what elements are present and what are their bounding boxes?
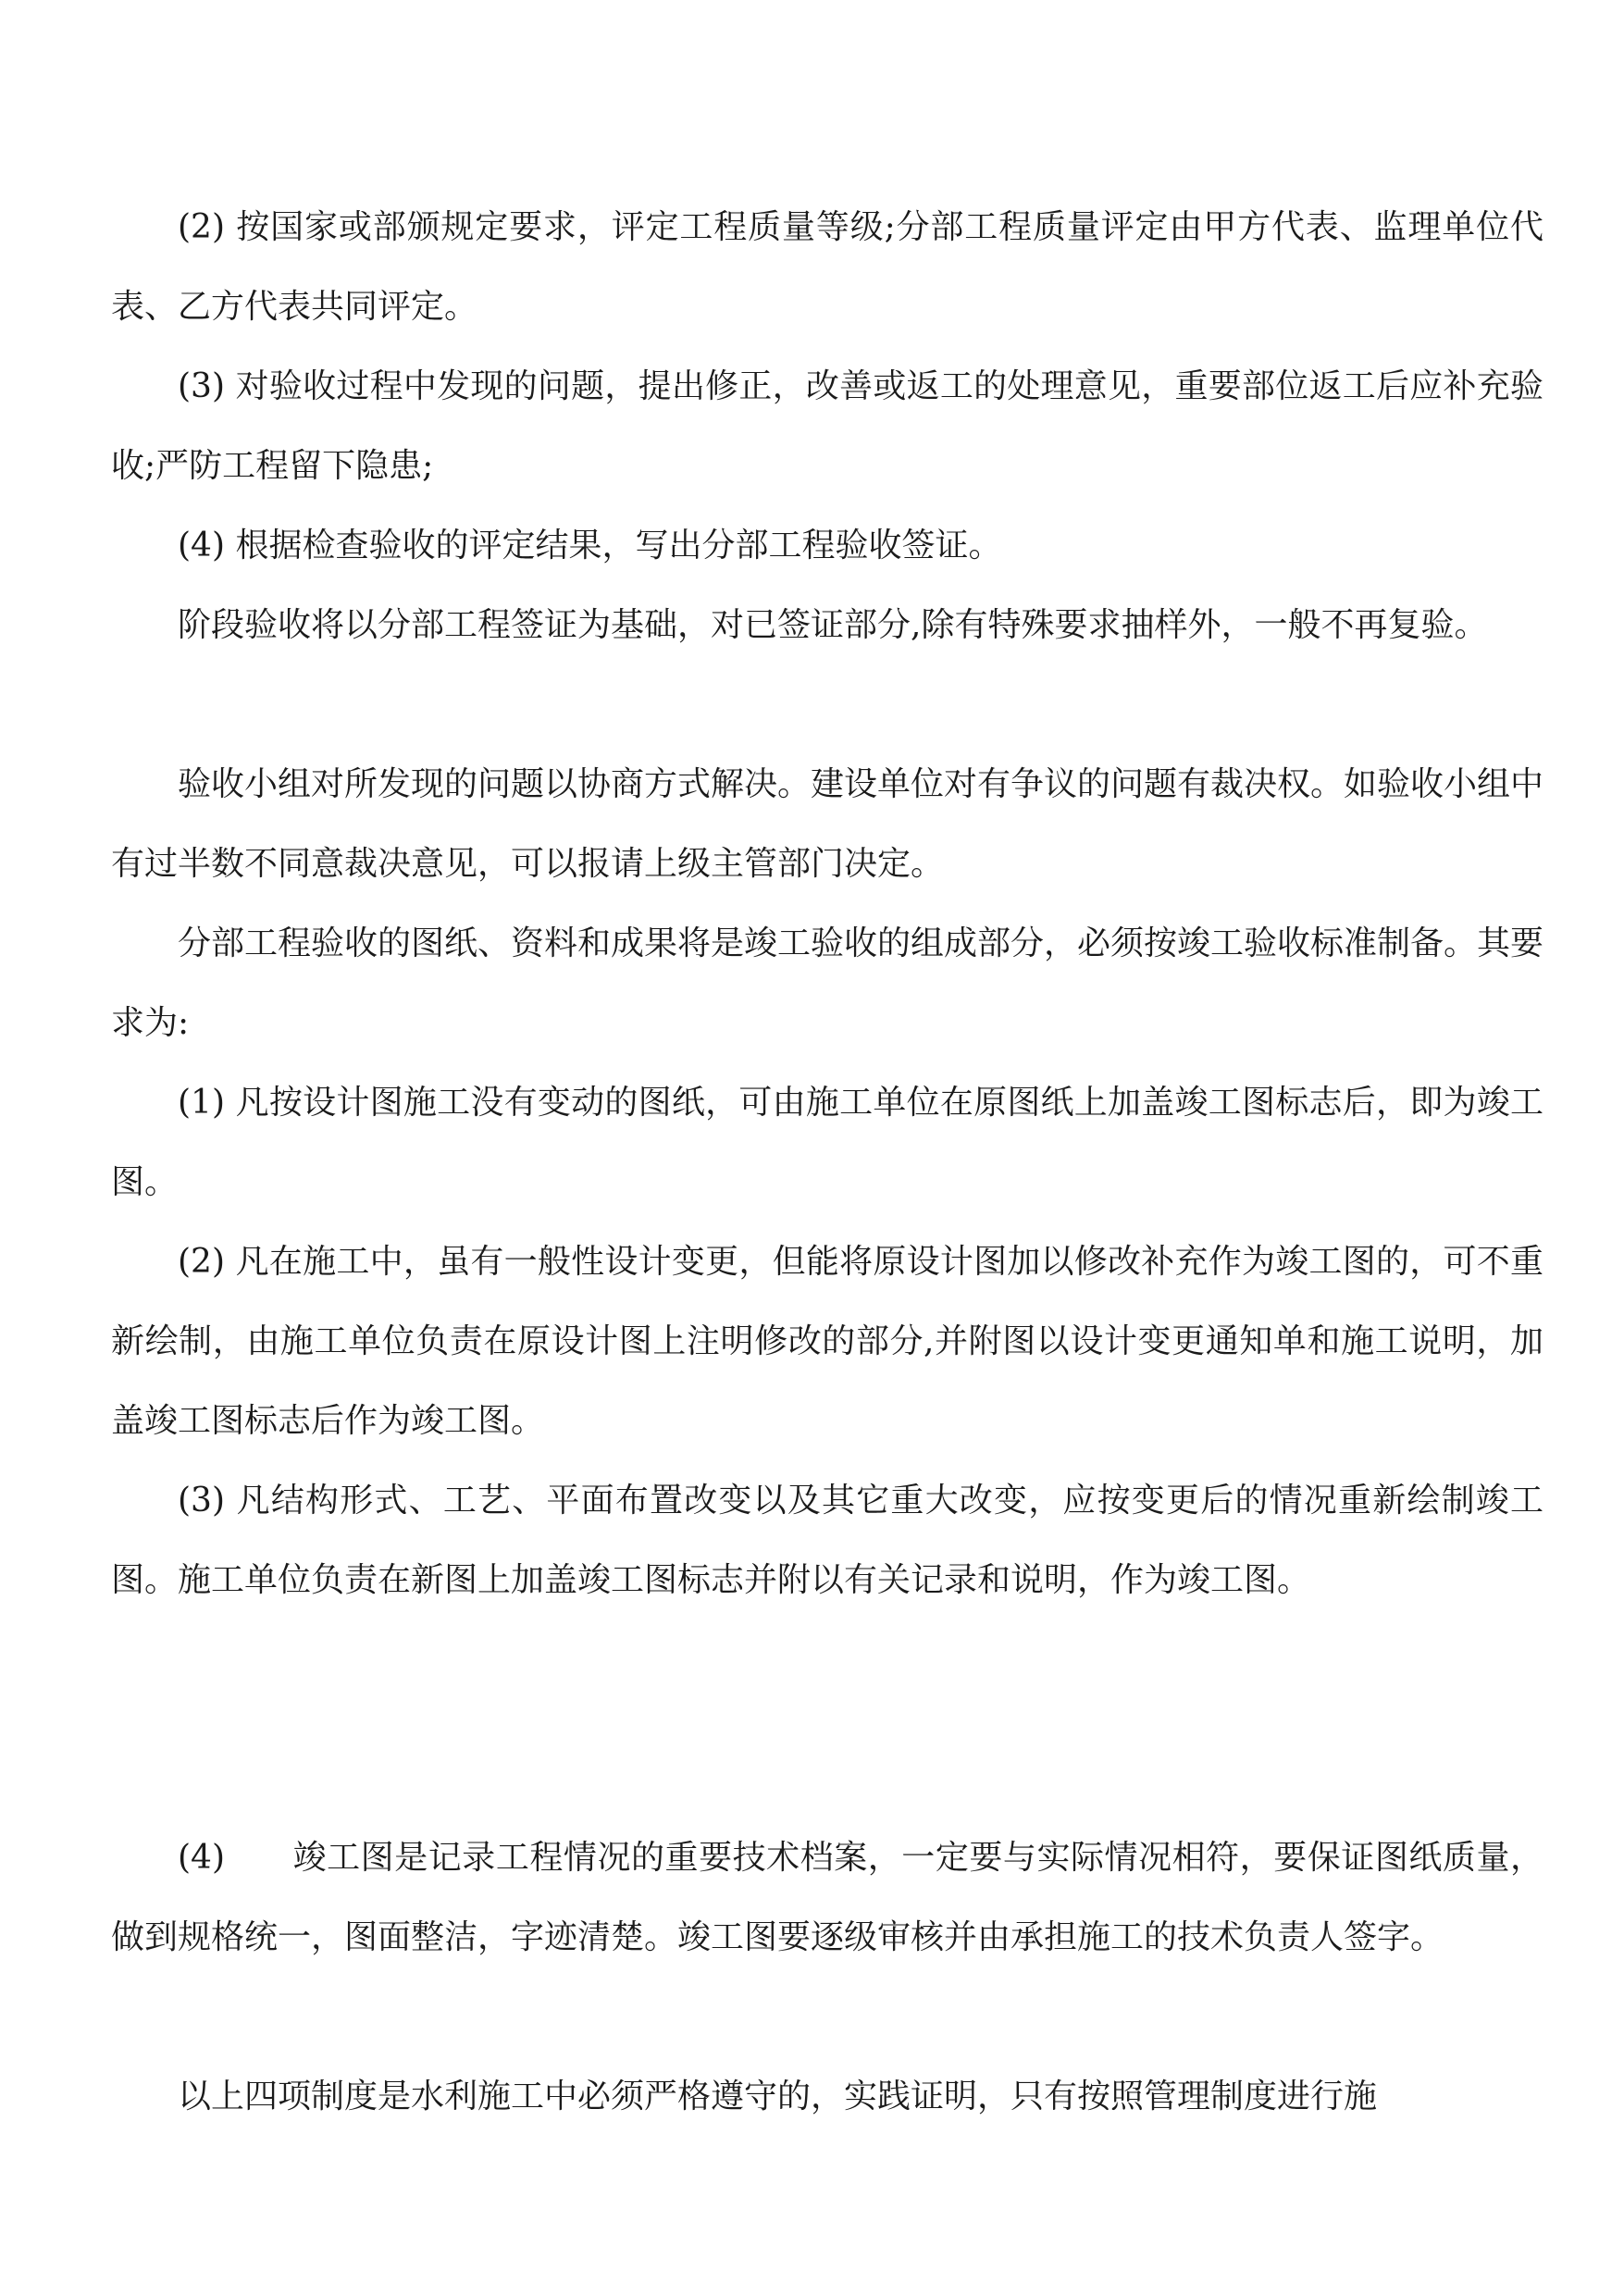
paragraph-quality-rating: (2) 按国家或部颁规定要求，评定工程质量等级;分部工程质量评定由甲方代表、监理单位代表、乙方代表共同评定。 (111, 208, 1543, 326)
paragraph-dispute-resolution: 验收小组对所发现的问题以协商方式解决。建设单位对有争议的问题有裁决权。如验收小组中有过半数不同意裁决意见，可以报请上级主管部门决定。 (111, 765, 1544, 883)
paragraph-conclusion: 以上四项制度是水利施工中必须严格遵守的，实践证明，只有按照管理制度进行施 (178, 2078, 1378, 2115)
paragraph-requirement-3: (3) 凡结构形式、工艺、平面布置改变以及其它重大改变，应按变更后的情况重新绘制竣工图。施工单位负责在新图上加盖竣工图标志并附以有关记录和说明，作为竣工图。 (111, 1482, 1543, 1599)
paragraph-problem-handling: (3) 对验收过程中发现的问题，提出修正，改善或返工的处理意见，重要部位返工后应补充验收;严防工程留下隐患; (111, 367, 1543, 485)
paragraph-requirement-4: (4) 竣工图是记录工程情况的重要技术档案，一定要与实际情况相符，要保证图纸质量，做到规格统一，图面整洁，字迹清楚。竣工图要逐级审核并由承担施工的技术负责人签字。 (111, 1839, 1543, 1956)
paragraph-requirement-2: (2) 凡在施工中，虽有一般性设计变更，但能将原设计图加以修改补充作为竣工图的，可不重新绘制，由施工单位负责在原设计图上注明修改的部分,并附图以设计变更通知单和施工说明，加盖竣工图标志后作为竣工图。 (111, 1243, 1543, 1440)
paragraph-stage-acceptance: 阶段验收将以分部工程签证为基础，对已签证部分,除有特殊要求抽样外，一般不再复验。 (178, 606, 1488, 644)
paragraph-drawing-requirements: 分部工程验收的图纸、资料和成果将是竣工验收的组成部分，必须按竣工验收标准制备。其要求为: (111, 924, 1544, 1042)
paragraph-acceptance-certificate: (4) 根据检查验收的评定结果，写出分部工程验收签证。 (178, 527, 1002, 564)
paragraph-requirement-1: (1) 凡按设计图施工没有变动的图纸，可由施工单位在原图纸上加盖竣工图标志后，即为竣工图。 (111, 1084, 1543, 1201)
